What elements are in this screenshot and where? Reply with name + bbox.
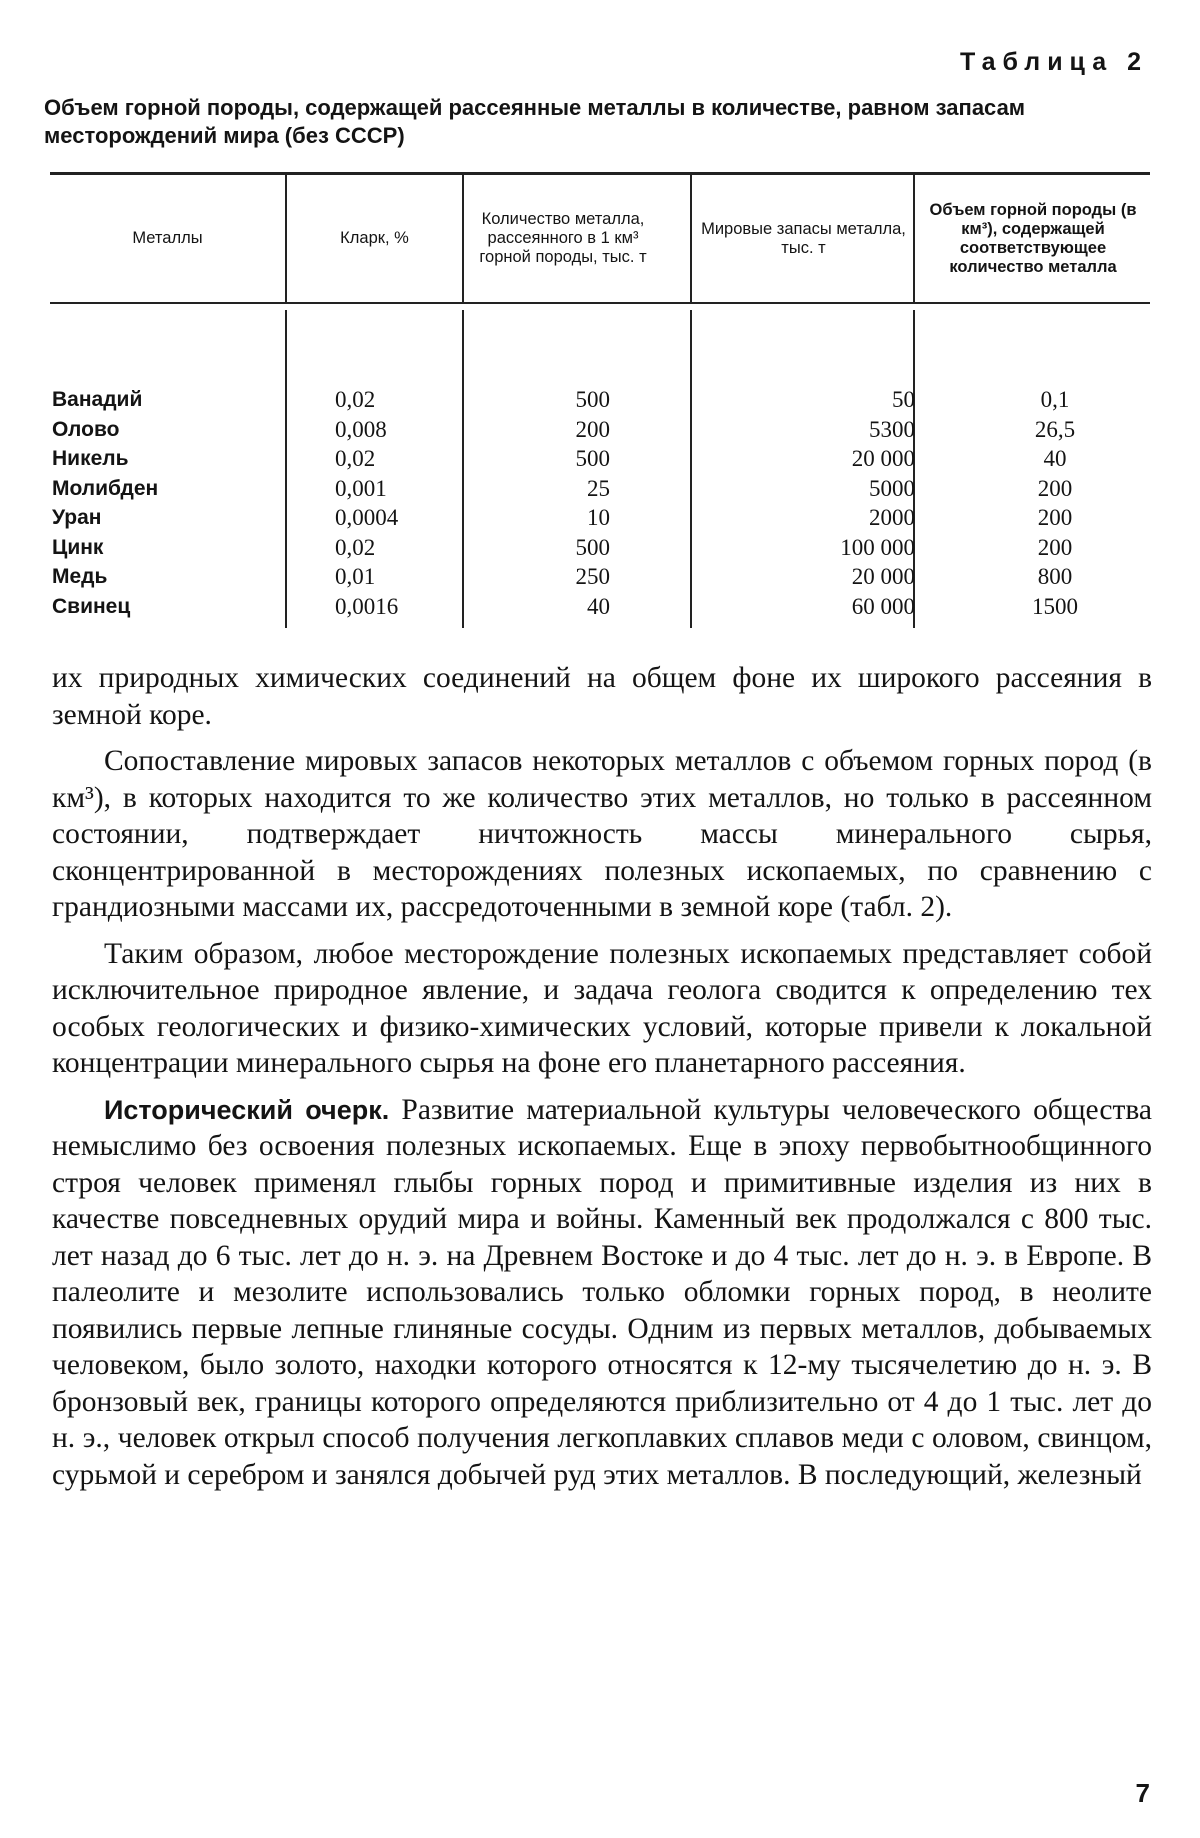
column-divider — [690, 175, 692, 302]
column-divider — [462, 175, 464, 302]
header-world-reserves: Мировые запасы металла, тыс. т — [701, 219, 906, 257]
metal-name: Молибден — [52, 476, 159, 500]
world-reserves-value: 20 000 — [851, 446, 915, 471]
world-reserves-value: 20 000 — [851, 564, 915, 589]
table-header-rule — [50, 302, 1150, 304]
clarke-value: 0,02 — [335, 446, 376, 471]
clarke-value: 0,0004 — [335, 505, 399, 530]
clarke-column — [335, 385, 398, 621]
metal-quantity-value: 200 — [575, 416, 610, 442]
column-divider — [690, 310, 692, 628]
data-table — [50, 172, 1150, 632]
rock-volume-column — [990, 385, 1120, 621]
clarke-value: 0,0016 — [335, 593, 399, 619]
paragraph: Сопоставление мировых запасов некоторых металлов с объемом горных пород (в км³), в которых находится то же количество этих металлов, но только в рассеянном состоянии, подтверждает ничтожность массы минерального сырья, сконцентрированной в месторождениях полезных ископаемых, по сравнению с грандиозными массами их, рассредоточенными в земной коре (табл. 2). — [52, 745, 1152, 923]
metal-name: Цинк — [52, 535, 104, 559]
world-reserves-value: 5300 — [869, 416, 915, 442]
rock-volume-value: 40 — [1043, 446, 1067, 471]
rock-volume-value: 800 — [1037, 564, 1073, 589]
clarke-value: 0,01 — [335, 564, 376, 589]
column-divider — [462, 310, 464, 628]
paragraph: Таким образом, любое месторождение полезных ископаемых представляет собой исключительное природное явление, и задача геолога сводится к определению тех особых геологических и физико-химических условий, которые привели к локальной концентрации минерального сырья на фоне его планетарного рассеяния. — [52, 937, 1152, 1079]
paragraph: их природных химических соединений на общем фоне их широкого рассеяния в земной коре. — [52, 662, 1152, 731]
table-label: Таблица 2 — [959, 48, 1148, 76]
page-number: 7 — [1135, 1778, 1150, 1808]
table-caption: Объем горной породы, содержащей рассеянные металлы в количестве, равном запасам месторождений мира (без СССР) — [44, 95, 1026, 148]
header-metal-quantity: Количество металла, рассеянного в 1 км³ горной породы, тыс. т — [479, 210, 647, 266]
metal-quantity-value: 500 — [575, 534, 610, 560]
section-heading: Исторический очерк. — [104, 1094, 390, 1125]
clarke-value: 0,02 — [335, 534, 376, 560]
world-reserves-value: 60 000 — [851, 593, 915, 619]
clarke-value: 0,001 — [335, 475, 387, 501]
clarke-value: 0,02 — [335, 387, 376, 412]
metal-quantity-value: 250 — [575, 564, 610, 589]
world-reserves-column — [750, 385, 915, 621]
rock-volume-value: 200 — [1037, 475, 1073, 501]
metal-name: Медь — [52, 565, 108, 588]
paragraph-text: Развитие материальной культуры человеческого общества немыслимо без освоения полезных ископаемых. Еще в эпоху первобытнообщинного строя человек применял глыбы горных пород и примитивные изделия из них в качестве повседневных орудий мира и войны. Каменный век продолжался с 800 тыс. лет назад до 6 тыс. лет до н. э. на Древнем Востоке и до 4 тыс. лет до н. э. в Европе. В палеолите и мезолите использовались только обломки горных пород, в неолите появились первые лепные глиняные сосуды. Одним из первых металлов, добываемых человеком, было золото, находки которого относятся к 12-му тысячелетию до н. э. В бронзовый век, границы которого определяются приблизительно от 4 до 1 тыс. лет до н. э., человек открыл способ получения легкоплавких сплавов меди с оловом, свинцом, сурьмой и серебром и занялся добычей руд этих металлов. В последующий, железный — [52, 1093, 1153, 1491]
metal-quantity-value: 40 — [587, 593, 610, 619]
rock-volume-value: 200 — [1037, 534, 1073, 560]
metal-name: Никель — [52, 447, 129, 470]
metal-quantity-value: 500 — [575, 446, 610, 471]
metal-quantity-value: 10 — [587, 505, 610, 530]
body-text — [52, 660, 1152, 1503]
metal-quantity-column — [520, 385, 610, 621]
rock-volume-value: 26,5 — [1034, 416, 1076, 442]
metal-name: Ванадий — [52, 388, 143, 411]
metal-name: Уран — [52, 506, 102, 529]
metal-column — [52, 385, 158, 621]
metal-quantity-value: 500 — [575, 387, 610, 412]
world-reserves-value: 5000 — [869, 475, 915, 501]
rock-volume-value: 200 — [1037, 505, 1073, 530]
header-clarke: Кларк, % — [340, 229, 409, 247]
metal-quantity-value: 25 — [587, 475, 610, 501]
header-rock-volume: Объем горной породы (в км³), содержащей соответствующее количество металла — [929, 200, 1137, 276]
paragraph — [52, 1092, 1152, 1494]
rock-volume-value: 0,1 — [1040, 387, 1070, 412]
header-metals: Металлы — [132, 229, 203, 247]
clarke-value: 0,008 — [335, 416, 387, 442]
metal-name: Олово — [52, 417, 120, 441]
world-reserves-value: 100 000 — [840, 534, 915, 560]
column-divider — [285, 310, 287, 628]
world-reserves-value: 50 — [892, 387, 915, 412]
world-reserves-value: 2000 — [869, 505, 915, 530]
column-divider — [913, 175, 915, 302]
metal-name: Свинец — [52, 594, 131, 618]
rock-volume-value: 1500 — [1032, 593, 1078, 619]
